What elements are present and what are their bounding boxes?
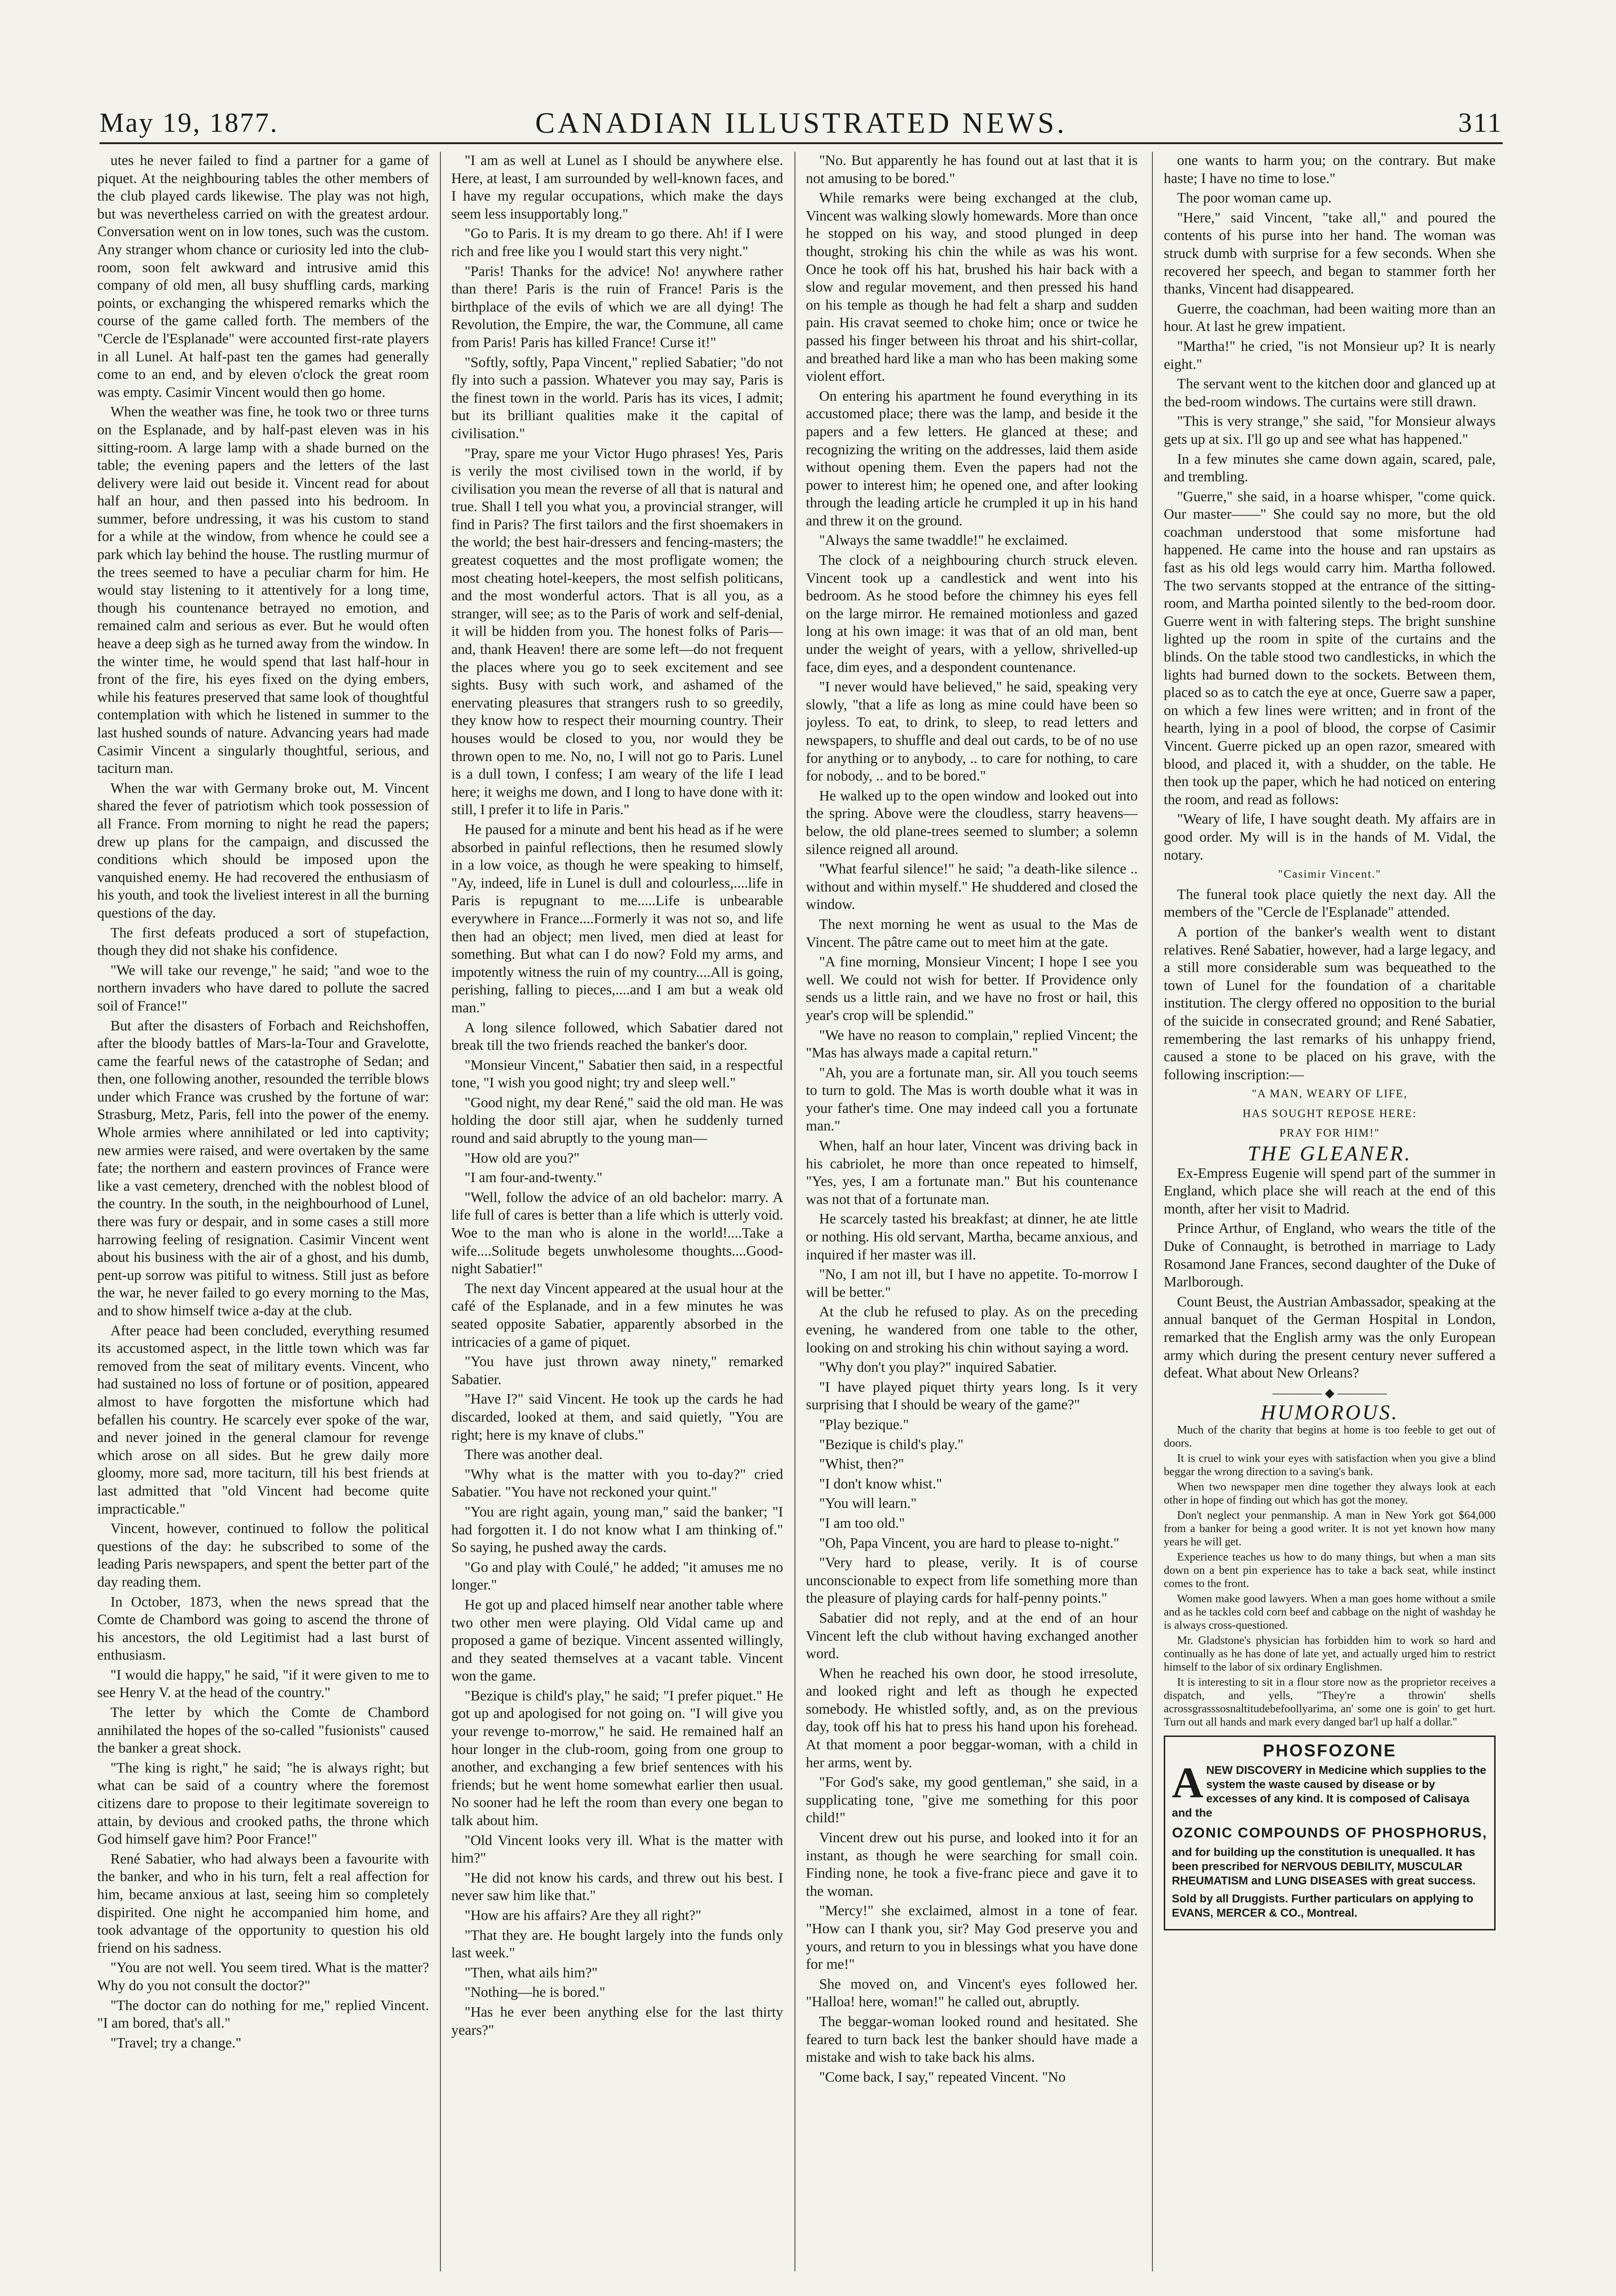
paragraph: He paused for a minute and bent his head as if he were absorbed in painful reflections, then he resumed slowly in a low voice, as though he were speaking to himself, "Ay, indeed, life in Lunel is dull and colourless,....life in Paris is repugnant to me.....Life is unbearable everywhere in France....Formerly it was not so, and life then had an object; men lived, men died at least for something. But what can I do now? Fold my arms, and impotently witness the ruin of my country....All is going, perishing, falling to pieces,....and I am but a weak old man." [451,821,783,1016]
paragraph: The beggar-woman looked round and hesitated. She feared to turn back lest the banker should have made a mistake and wish to take back his alms. [806,2013,1138,2066]
paragraph: "He did not know his cards, and threw out his best. I never saw him like that." [451,1869,783,1904]
paragraph: "You are right again, young man," said the banker; "I had forgotten it. I do not know what I am thinking of." So saying, he pushed away the cards. [451,1503,783,1556]
ad-compound: OZONIC COMPOUNDS OF PHOSPHORUS, [1172,1825,1488,1841]
paragraph: "I never would have believed," he said, speaking very slowly, "that a life as long as mine could have been so joyless. To eat, to drink, to sleep, to read letters and newspapers, to shuffle and deal out cards, to be of no use for anything or to anybody, .. to care for nothing, to care for nobody, .. and to be bored." [806,679,1138,784]
paragraph: "Good night, my dear René," said the old man. He was holding the door still ajar, when he suddenly turned round and said abruptly to the young man— [451,1094,783,1147]
ad-lead [1172,1758,1488,1820]
paragraph: "Well, follow the advice of an old bachelor: marry. A life full of cares is better than a life which is utterly void. Woe to the man who is alone in the world!....Take a wife....Solitude begets unwholesome thoughts....Good-night Sabatier!" [451,1189,783,1277]
paragraph: "Go to Paris. It is my dream to go there. Ah! if I were rich and free like you I would start this very night." [451,225,783,259]
paragraph: "Then, what ails him?" [465,1964,598,1981]
paragraph: The servant went to the kitchen door and glanced up at the bed-room windows. The curtains were still drawn. [1164,376,1496,410]
paragraph: "The king is right," he said; "he is always right; but what can be said of a country where the foremost citizens dare to propose to their legitimate sovereign to attain, by devious and crooked paths, the throne which God himself gave him? Poor France!" [97,1759,429,1847]
news-item: Don't neglect your penmanship. A man in New York got $64,000 from a banker for being a good writer. It is not yet known how many years he will get. [1164,1509,1496,1548]
column-2 [451,152,783,2257]
paragraph: In October, 1873, when the news spread that the Comte de Chambord was going to ascend the throne of his ancestors, the old Legitimist had a last burst of enthusiasm. [97,1593,429,1663]
paragraph: But after the disasters of Forbach and Reichshoffen, after the bloody battles of Mars-la-Tour and Gravelotte, came the fearful news of the catastrophe of Sedan; and then, one following another, resounded the terrible blows under which France was crushed by the fortune of war: Strasburg, Metz, Paris, fell into the power of the enemy. Whole armies where annihilated or led into captivity; new armies were raised, and were overtaken by the same fate; the northern and eastern provinces of France were like a vast cemetery, drenched with the noblest blood of the country. In the south, in the neighbourhood of Lunel, there was fury or despair, and in some cases a still more harrowing feeling of resignation. Casimir Vincent went about his business with the air of a ghost, and his dumb, pent-up sorrow was pitiful to witness. Still just as before the war, he never failed to go every morning to the Mas, and to show himself twice a-day at the club. [97,1017,429,1319]
paragraph: "Always the same twaddle!" he exclaimed. [819,532,1068,549]
paragraph: She moved on, and Vincent's eyes followed her. "Halloa! here, woman!" he called out, abruptly. [806,1975,1138,2010]
paragraph: There was another deal. [465,1446,603,1463]
paragraph: A long silence followed, which Sabatier dared not break till the two friends reached the banker's door. [451,1019,783,1054]
paragraph: "Guerre," she said, in a hoarse whisper, "come quick. Our master——" She could say no more, but the old coachman understood that some misfortune had happened. He came into the house and ran upstairs as fast as his old legs would carry him. Martha followed. The two servants stopped at the entrance of the sitting-room, and Martha pointed silently to the bed-room door. Guerre went in with faltering steps. The bright sunshine lighted up the room in spite of the curtains and the blinds. On the table stood two candlesticks, in which the lights had burned down to the sockets. Between them, placed so as to catch the eye at once, Guerre saw a paper, on which a few lines were written; and in front of the hearth, lying in a pool of blood, the corpse of Casimir Vincent. Guerre picked up an open razor, smeared with blood, and placed it, with a shudder, on the table. He then took up the paper, which he had noticed on entering the room, and read as follows: [1164,488,1496,808]
paragraph: "You are not well. You seem tired. What is the matter? Why do you not consult the doctor?" [97,1959,429,1993]
paragraph: The clock of a neighbouring church struck eleven. Vincent took up a candlestick and went into his bedroom. As he stood before the chimney his eyes fell on the large mirror. He remained motionless and gazed long at his own image: it was that of an old man, bent under the weight of years, with a yellow, shrivelled-up face, dim eyes, and a despondent countenance. [806,552,1138,675]
paragraph: "No, I am not ill, but I have no appetite. To-morrow I will be better." [806,1266,1138,1300]
paragraph: "We have no reason to complain," replied Vincent; the "Mas has always made a capital return." [806,1027,1138,1061]
letter-signature: "Casimir Vincent." [1278,868,1381,881]
ad-lead-text: NEW DISCOVERY in Medicine which supplies to the system the waste caused by disease or by excesses of any kind. It is composed of Calisaya and the [1172,1763,1487,1819]
news-item: Much of the charity that begins at home is too feeble to get out of doors. [1164,1424,1496,1450]
paragraph: "What fearful silence!" he said; "a death-like silence .. without and within myself." He shuddered and closed the window. [806,861,1138,913]
ad-body: and for building up the constitution is unequalled. It has been prescribed for NERVOUS DEBILITY, MUSCULAR RHEUMATISM and LUNG DISEASES with great success. [1172,1846,1476,1888]
issue-date: May 19, 1877. [100,107,279,138]
paragraph: "Has he ever been anything else for the last thirty years?" [451,2003,783,2038]
paragraph: "Here," said Vincent, "take all," and poured the contents of his purse into her hand. The woman was struck dumb with surprise for a few seconds. When she recovered her speech, and began to stammer forth her thanks, Vincent had disappeared. [1164,209,1496,297]
paragraph: He scarcely tasted his breakfast; at dinner, he ate little or nothing. His old servant, Martha, became anxious, and inquired if her master was ill. [806,1211,1138,1263]
column-divider [794,152,795,2271]
news-item: HAS SOUGHT REPOSE HERE: [1242,1107,1417,1120]
paragraph: "How are his affairs? Are they all right?" [465,1907,702,1923]
humorous-section [1164,1424,1496,1729]
paragraph: "I would die happy," he said, "if it were given to me to see Henry V. at the head of the country." [97,1666,429,1701]
paragraph: "Martha!" he cried, "is not Monsieur up? It is nearly eight." [1164,338,1496,372]
section-divider: ———— ◆ ———— [1272,1386,1387,1400]
paragraph: "Go and play with Coulé," he added; "it amuses me no longer." [451,1559,783,1593]
paragraph: The letter by which the Comte de Chambord annihilated the hopes of the so-called "fusionists" caused the banker a great shock. [97,1704,429,1756]
grave-inscription [1164,1085,1496,1143]
paragraph: The first defeats produced a sort of stupefaction, though they did not shake his confidence. [97,924,429,959]
paragraph: "Weary of life, I have sought death. My affairs are in good order. My will is in the hands of M. Vidal, the notary. [1164,811,1496,863]
publication-title: CANADIAN ILLUSTRATED NEWS. [535,107,1068,139]
paragraph: Sabatier did not reply, and at the end of an hour Vincent left the club without having exchanged another word. [806,1609,1138,1662]
paragraph: "I don't know whist." [819,1475,942,1492]
ad-title: PHOSFOZONE [1262,1740,1397,1760]
news-item: PRAY FOR HIM!" [1279,1127,1380,1140]
paragraph: "Play bezique." [819,1416,909,1433]
paragraph: "Bezique is child's play," he said; "I prefer piquet." He got up and apologised for not going on. "I will give you your revenge to-morrow," he said. He remained half an hour longer in the club-room, going from one group to another, and exchanging a few brief sentences with his friends; but he went home somewhat earlier then usual. No sooner had he left the room than every one began to talk about him. [451,1687,783,1829]
paragraph: "Whist, then?" [819,1456,904,1472]
paragraph: The poor woman came up. [1177,190,1332,206]
paragraph: "Bezique is child's play." [819,1436,964,1452]
paragraph: After peace had been concluded, everything resumed its accustomed aspect, in the little town which was far removed from the seat of military events. Vincent, who had sustained no loss of fortune or of position, appeared almost to have forgotten the misfortune which had befallen his country. He scarcely ever spoke of the war, and never joined in the general clamour for revenge which arose on all sides. But he grew daily more gloomy, more sad, more taciturn, till his best friends at last admitted that "old Vincent had become quite impracticable." [97,1322,429,1517]
paragraph: "I am too old." [819,1515,905,1531]
news-item: When two newspaper men dine together they always look at each other in hope of finding out which has got the money. [1164,1480,1496,1506]
paragraph: The next day Vincent appeared at the usual hour at the café of the Esplanade, and in a few minutes he was seated opposite Sabatier, apparently absorbed in the intricacies of a game of piquet. [451,1280,783,1350]
column-4 [1164,152,1496,2257]
paragraph: Vincent, however, continued to follow the political questions of the day: he subscribed to some of the leading Paris newspapers, and spent the better part of the day reading them. [97,1520,429,1590]
paragraph: When the war with Germany broke out, M. Vincent shared the fever of patriotism which took possession of all France. From morning to night he read the papers; drew up plans for the campaign, and discussed the conditions which should be imposed upon the vanquished enemy. He had recovered the enthusiasm of his youth, and took the liveliest interest in all the burning questions of the day. [97,780,429,921]
news-item: Prince Arthur, of England, who wears the title of the Duke of Connaught, is betrothed in marriage to Lady Rosamond Jane Frances, second daughter of the Duke of Marlborough. [1164,1220,1496,1290]
paragraph: "Softly, softly, Papa Vincent," replied Sabatier; "do not fly into such a passion. Whatever you may say, Paris is the finest town in the world. Paris has its vices, I admit; but its brilliant qualities make it the capital of civilisation." [451,354,783,441]
news-item: Women make good lawyers. When a man goes home without a smile and as he tackles cold corn beef and cabbage on the night of washday he is always cross-questioned. [1164,1592,1496,1632]
paragraph: "You will learn." [819,1495,917,1512]
paragraph: "Travel; try a change." [110,2034,242,2051]
paragraph: "Very hard to please, verily. It is of course unconscionable to expect from life something more than the pleasure of playing cards for half-penny points." [806,1554,1138,1607]
paragraph: "We will take our revenge," he said; "and woe to the northern invaders who have dared to pollute the sacred soil of France!" [97,962,429,1014]
paragraph: He walked up to the open window and looked out into the spring. Above were the cloudless, starry heavens—below, the old plane-trees seemed to slumber; a solemn silence reigned all around. [806,787,1138,857]
paragraph: In a few minutes she came down again, scared, pale, and trembling. [1164,450,1496,485]
news-item: It is interesting to sit in a flour store now as the proprietor receives a dispatch, and yells, "They're a throwin' shells acrossgrasssosnaltitudebefoollyarima, an' some one is goin' to get hurt. Turn out all hands and mark every danged bar'l up half a dollar." [1164,1676,1496,1728]
paragraph: "Pray, spare me your Victor Hugo phrases! Yes, Paris is verily the most civilised town in the world, if by civilisation you mean the reverse of all that is natural and true. Shall I tell you what you, a provincial stranger, will find in Paris? The first tailors and the first shoemakers in the world; the best hair-dressers and fencing-masters; the greatest coquettes and the most profligate women; the most cheating hotel-keepers, the most selfish politicans, and the most wonderful actors. That is all you, as a stranger, will see; as to the Paris of work and self-denial, it will be hidden from you. The honest folks of Paris—and, thank Heaven! there are some left—do not frequent the places where you go to seek excitement and see sights. Busy with such work, and ashamed of the enervating pleasures that strangers rush to so greedily, they know how to respect their mourning country. Their houses would be closed to you, nor would they be thrown open to me. No, no, I will not go to Paris. Lunel is a dull town, I confess; I am weary of the life I lead here; it weighs me down, and I long to have done with it: still, I prefer it to life in Paris." [451,445,783,818]
paragraph: "Ah, you are a fortunate man, sir. All you touch seems to turn to gold. The Mas is worth double what it was in your father's time. One may indeed call you a fortunate man." [806,1064,1138,1134]
news-item: Mr. Gladstone's physician has forbidden him to work so hard and continually as he has done of late yet, and actually urged him to restrict himself to the labor of six ordinary Englishmen. [1164,1634,1496,1673]
paragraph: "That they are. He bought largely into the funds only last week." [451,1927,783,1961]
paragraph: The funeral took place quietly the next day. All the members of the "Cercle de l'Esplanade" attended. [1164,886,1496,920]
paragraph: He got up and placed himself near another table where two other men were playing. Old Vidal came up and proposed a game of bezique. Vincent assented willingly, and they seated themselves at a vacant table. Vincent won the game. [451,1596,783,1684]
paragraph: Guerre, the coachman, had been waiting more than an hour. At last he grew impatient. [1164,300,1496,335]
paragraph: On entering his apartment he found everything in its accustomed place; there was the lamp, and beside it the papers and a few letters. He glanced at these; and recognizing the writing on the addresses, laid them aside without opening them. Even the papers had not the power to interest him; he opened one, and after looking through the leading article he crumpled it up in his hand and threw it on the ground. [806,387,1138,529]
paragraph: "You have just thrown away ninety," remarked Sabatier. [451,1353,783,1387]
paragraph: "How old are you?" [465,1149,580,1166]
paragraph: When the weather was fine, he took two or three turns on the Esplanade, and by half-past eleven was in his sitting-room. A large lamp with a shade burned on the table; the evening papers and the letters of the last delivery were laid out beside it. Vincent read for about half an hour, and then passed into his bedroom. In summer, before undressing, it was his custom to stand for a while at the window, from whence he could see a park which lay behind the house. The rustling murmur of the trees seemed to have a peculiar charm for him. He would stay listening to it attentively for a long time, though his countenance betrayed no emotion, and remained calm and serious as ever. But he would often heave a deep sigh as he turned away from the window. In the winter time, he would spend that last half-hour in front of the fire, his eyes fixed on the dying embers, while his features preserved that same look of thoughtful contemplation with which he listened in summer to the last hushed sounds of nature. Advancing years had made Casimir Vincent a singularly thoughtful, serious, and taciturn man. [97,404,429,777]
paragraph: A portion of the banker's wealth went to distant relatives. René Sabatier, however, had a large legacy, and a still more considerable sum was bequeathed to the town of Lunel for the foundation of a charitable institution. The clergy offered no opposition to the burial of the suicide in consecrated ground; and René Sabatier, remembering the last remarks of his unhappy friend, caused a stone to be placed on his grave, with the following inscription:— [1164,923,1496,1083]
paragraph: "Come back, I say," repeated Vincent. "No [819,2068,1066,2085]
paragraph: "This is very strange," she said, "for Monsieur always gets up at six. I'll go up and see what has happened." [1164,413,1496,447]
paragraph: "Why what is the matter with you to-day?" cried Sabatier. "You have not reckoned your quint." [451,1466,783,1500]
masthead [100,102,1503,145]
paragraph: one wants to harm you; on the contrary. But make haste; I have no time to lose." [1164,152,1496,186]
news-item: "A MAN, WEARY OF LIFE, [1251,1088,1408,1101]
gleaner-heading: THE GLEANER. [1247,1142,1412,1166]
column-3 [806,152,1138,2257]
humorous-heading: HUMOROUS. [1260,1401,1399,1424]
paragraph: "A fine morning, Monsieur Vincent; I hope I see you well. We could not wish for better. If Providence only sends us a little rain, and we have no frost or hail, this year's crop will be splendid." [806,954,1138,1023]
paragraph: "I have played piquet thirty years long. Is it very surprising that I should be weary of the game?" [806,1378,1138,1413]
gleaner-section [1164,1165,1496,1382]
paragraph: "Oh, Papa Vincent, you are hard to please to-night." [819,1534,1120,1551]
page-number: 311 [1458,107,1503,138]
column-1 [97,152,429,2257]
paragraph: "Why don't you play?" inquired Sabatier. [819,1359,1057,1376]
paragraph: utes he never failed to find a partner for a game of piquet. At the neighbouring tables the other members of the club played cards likewise. The play was not high, but was nevertheless carried on with the greatest ardour. Conversation went on in low tones, such was the custom. Any stranger whom chance or curiosity led into the club-room, soon felt awkward and intrusive amid this company of old men, all busy shuffling cards, marking points, or exchanging the whispered remarks which the course of the game called forth. The members of the "Cercle de l'Esplanade" were accounted first-rate players in all Lunel. At half-past ten the games had generally come to an end, and by eleven o'clock the great room was empty. Casimir Vincent would then go home. [97,152,429,400]
paragraph: "Mercy!" she exclaimed, almost in a tone of fear. "How can I thank you, sir? May God preserve you and yours, and return to you in blessings what you have done for me!" [806,1902,1138,1973]
phosfozone-advertisement [1164,1736,1496,1930]
ad-dropcap: A [1172,1758,1204,1807]
paragraph: The next morning he went as usual to the Mas de Vincent. The pâtre came out to meet him at the gate. [806,916,1138,950]
column-divider [440,152,441,2271]
news-item: Ex-Empress Eugenie will spend part of the summer in England, which place she will reach at the end of this month, after her visit to Madrid. [1164,1165,1496,1217]
paragraph: "I am four-and-twenty." [465,1169,603,1186]
paragraph: When, half an hour later, Vincent was driving back in his cabriolet, he more than once repeated to himself, "Yes, yes, I am a fortunate man." But his countenance was not that of a fortunate man. [806,1138,1138,1207]
paragraph: "The doctor can do nothing for me," replied Vincent. "I am bored, that's all." [97,1997,429,2031]
paragraph: "Old Vincent looks very ill. What is the matter with him?" [451,1832,783,1866]
header-rule [100,142,1503,144]
paragraph: "Nothing—he is bored." [465,1984,605,2001]
paragraph: While remarks were being exchanged at the club, Vincent was walking slowly homewards. More than once he stopped on his way, and stood plunged in deep thought, stroking his chin the while as was his wont. Once he took off his hat, brushed his hair back with a slow and regular movement, and then pressed his hand on his temple as though he had felt a sharp and sudden pain. His cravat seemed to choke him; once or twice he passed his finger between his throat and his shirt-collar, and breathed hard like a man who has been making some violent effort. [806,190,1138,385]
paragraph: "I am as well at Lunel as I should be anywhere else. Here, at least, I am surrounded by well-known faces, and I have my regular occupations, which make the days seem less insupportably long." [451,152,783,222]
news-item: It is cruel to wink your eyes with satisfaction when you give a blind beggar the wrong direction to a saving's bank. [1164,1452,1496,1478]
paragraph: At the club he refused to play. As on the preceding evening, he wandered from one table to the other, looking on and stroking his chin without saying a word. [806,1304,1138,1356]
paragraph: "Have I?" said Vincent. He took up the cards he had discarded, looked at them, and said quietly, "You are right; here is my knave of clubs." [451,1391,783,1443]
paragraph: Vincent drew out his purse, and looked into it for an instant, as though he were searching for small coin. Finding none, he took a five-franc piece and gave it to the woman. [806,1829,1138,1899]
paragraph: René Sabatier, who had always been a favourite with the banker, and who in his turn, felt a real affection for him, became anxious at last, seeing him so completely dispirited. One night he accompanied him home, and took advantage of the opportunity to question his old friend on his sadness. [97,1850,429,1956]
paragraph: "Paris! Thanks for the advice! No! anywhere rather than there! Paris is the ruin of France! Paris is the birthplace of the evils of which we are all dying! The Revolution, the Empire, the war, the Commune, all came from Paris! Paris has killed France! Curse it!" [451,263,783,350]
paragraph: "Monsieur Vincent," Sabatier then said, in a respectful tone, "I wish you good night; try and sleep well." [451,1056,783,1091]
news-item: Experience teaches us how to do many things, but when a man sits down on a bent pin experience has to take a back seat, while instinct comes to the front. [1164,1551,1496,1590]
paragraph: "No. But apparently he has found out at last that it is not amusing to be bored." [806,152,1138,186]
column-divider [1152,152,1153,2271]
paragraph: When he reached his own door, he stood irresolute, and looked right and left as though he expected somebody. He whistled softly, and, as on the previous day, took off his hat to press his hand upon his forehead. At that moment a poor beggar-woman, with a child in her arms, went by. [806,1665,1138,1771]
paragraph: "For God's sake, my good gentleman," she said, in a supplicating tone, "give me something for this poor child!" [806,1774,1138,1826]
news-item: Count Beust, the Austrian Ambassador, speaking at the annual banquet of the German Hospital in London, remarked that the English army was the only European army which during the present century never suffered a defeat. What about New Orleans? [1164,1293,1496,1381]
ad-footer: Sold by all Druggists. Further particulars on applying to EVANS, MERCER & CO., Montreal. [1172,1892,1474,1920]
